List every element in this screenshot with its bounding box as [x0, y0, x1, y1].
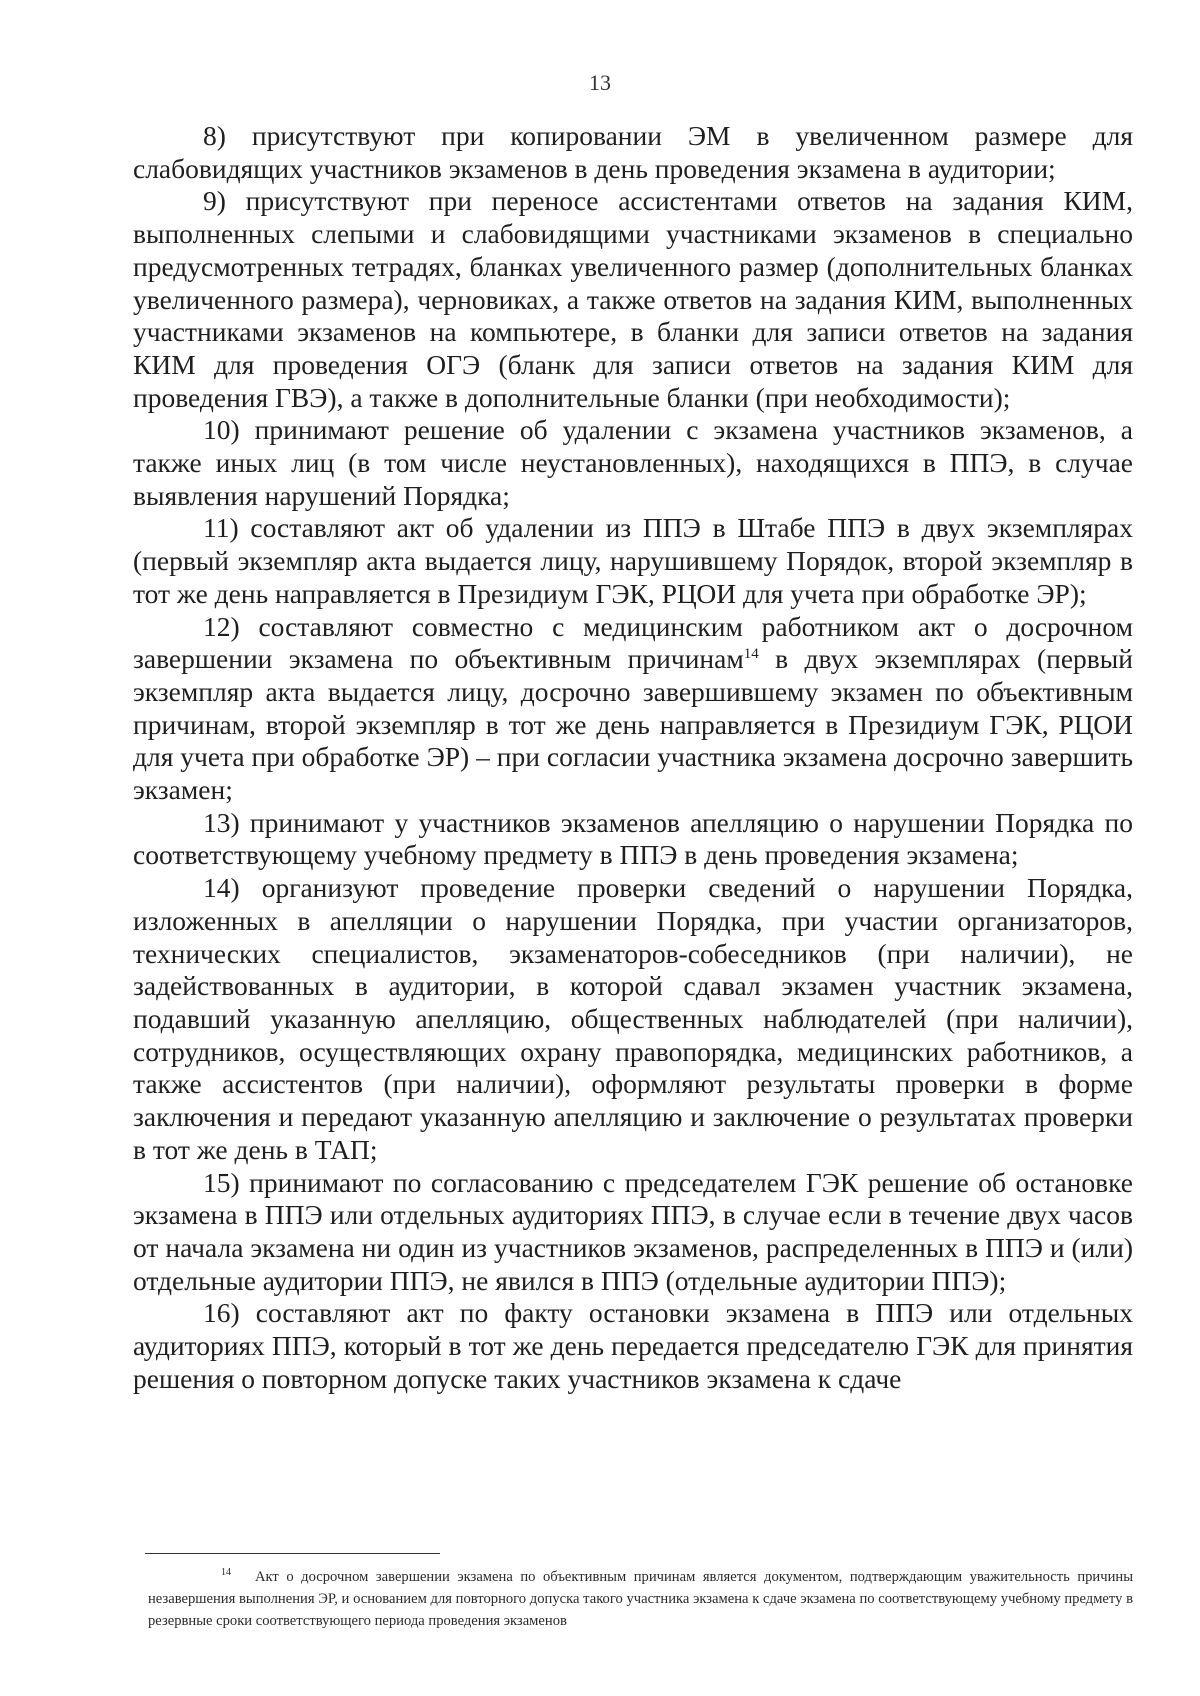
footnote-divider [145, 1553, 440, 1554]
paragraph-12-before-ref: 12) составляют совместно с медицинским работником акт о досрочном завершении экзамена по объективным причинам [133, 610, 1133, 675]
paragraph-item-12 [133, 611, 1133, 807]
footnote-mark: 14 [221, 1567, 231, 1579]
footnote-text: Акт о досрочном завершении экзамена по объективным причинам является документом, подтверждающим уважительность причины незавершения выполнения ЭР, и основанием для повторного допуска такого участника экзамена к сдаче экзамена по соответствующему учебному предмету в резервные сроки соответствующего периода проведения экзаменов [148, 1569, 1133, 1629]
page-number: 13 [589, 70, 611, 95]
footnote-reference[interactable]: 14 [743, 646, 759, 663]
body-text [133, 120, 1133, 1395]
paragraph-item-14: 14) организуют проведение проверки сведений о нарушении Порядка, изложенных в апелляции о нарушении Порядка, при участии организаторов, технических специалистов, экзаменаторов-собеседников (при наличии), не задействованных в аудитории, в которой сдавал экзамен участник экзамена, подавший указанную апелляцию, общественных наблюдателей (при наличии), сотрудников, осуществляющих охрану правопорядка, медицинских работников, а также ассистентов (при наличии), оформляют результаты проверки в форме заключения и передают указанную апелляцию и заключение о результатах проверки в тот же день в ТАП; [133, 872, 1133, 1165]
paragraph-item-13: 13) принимают у участников экзаменов апелляцию о нарушении Порядка по соответствующему учебному предмету в ППЭ в день проведения экзамена; [133, 806, 1133, 871]
paragraph-item-8: 8) присутствуют при копировании ЭМ в увеличенном размере для слабовидящих участников экзаменов в день проведения экзамена в аудитории; [133, 120, 1133, 184]
paragraph-item-11: 11) составляют акт об удалении из ППЭ в Штабе ППЭ в двух экземплярах (первый экземпляр акта выдается лицу, нарушившему Порядок, второй экземпляр в тот же день направляется в Президиум ГЭК, РЦОИ для учета при обработке ЭР); [133, 512, 1133, 609]
paragraph-item-9: 9) присутствуют при переносе ассистентами ответов на задания КИМ, выполненных слепыми и слабовидящими участниками экзаменов в специально предусмотренных тетрадях, бланках увеличенного размер (дополнительных бланках увеличенного размера), черновиках, а также ответов на задания КИМ, выполненных участниками экзаменов на компьютере, в бланки для записи ответов на задания КИМ для проведения ОГЭ (бланк для записи ответов на задания КИМ для проведения ГВЭ), а также в дополнительные бланки (при необходимости); [133, 185, 1133, 413]
paragraph-item-10: 10) принимают решение об удалении с экзамена участников экзаменов, а также иных лиц (в том числе неустановленных), находящихся в ППЭ, в случае выявления нарушений Порядка; [133, 414, 1133, 511]
paragraph-item-15: 15) принимают по согласованию с председателем ГЭК решение об остановке экзамена в ППЭ или отдельных аудиториях ППЭ, в случае если в течение двух часов от начала экзамена ни один из участников экзаменов, распределенных в ППЭ и (или) отдельные аудитории ППЭ, не явился в ППЭ (отдельные аудитории ППЭ); [133, 1166, 1133, 1296]
paragraph-item-16: 16) составляют акт по факту остановки экзамена в ППЭ или отдельных аудиториях ППЭ, который в тот же день передается председателю ГЭК для принятия решения о повторном допуске таких участников экзамена к сдаче [133, 1297, 1133, 1394]
paragraph-12-after-ref: в двух экземплярах (первый экземпляр акта выдается лицу, досрочно завершившему экзамен по объективным причинам, второй экземпляр в тот же день направляется в Президиум ГЭК, РЦОИ для учета при обработке ЭР) – при согласии участника экзамена досрочно завершить экзамен; [133, 643, 1133, 806]
footnote [148, 1566, 1133, 1632]
